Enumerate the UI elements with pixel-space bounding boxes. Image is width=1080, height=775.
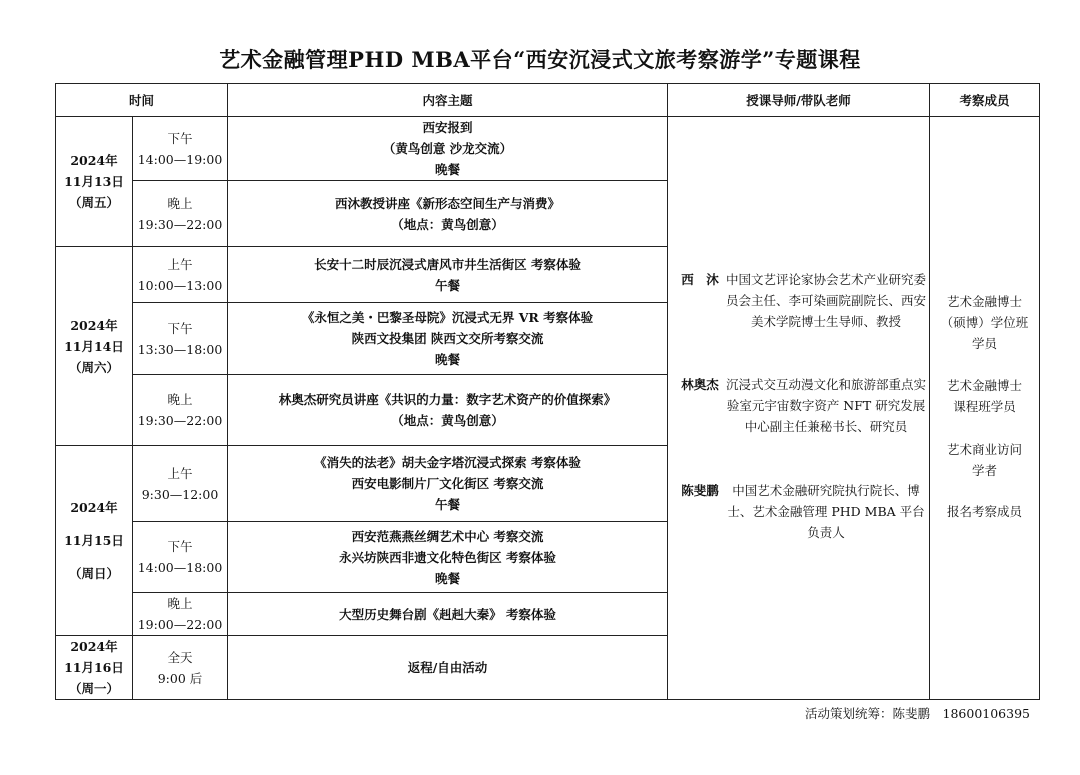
member-line: 艺术金融博士 — [947, 378, 1023, 393]
mentor-name: 西 沐 — [681, 272, 719, 287]
member-line: 艺术商业访问 — [947, 442, 1023, 457]
member-line: 艺术金融博士 — [947, 294, 1023, 309]
content-line: 林奥杰研究员讲座《共识的力量：数字艺术资产的价值探索》 — [278, 392, 617, 407]
member-line: 学员 — [972, 336, 998, 351]
mentor-entry — [676, 269, 926, 332]
content-line: （地点：黄鸟创意） — [391, 413, 504, 428]
member-line: 学者 — [972, 463, 998, 478]
content-cell — [228, 375, 668, 446]
slot-period: 上午 — [167, 465, 193, 481]
content-line: 西安范燕燕丝绸艺术中心 考察交流 — [351, 528, 544, 544]
slot-time: 10:00—13:00 — [137, 277, 223, 293]
slot-time: 14:00—18:00 — [137, 560, 223, 575]
member-group — [930, 501, 1039, 522]
slot-cell — [133, 593, 228, 636]
content-line: 长安十二时辰沉浸式唐风市井生活街区 考察体验 — [314, 256, 581, 272]
day-line: （周五） — [68, 195, 119, 210]
content-line: 晚餐 — [435, 570, 461, 586]
schedule-table — [55, 83, 1040, 700]
member-line: 课程班学员 — [953, 399, 1016, 414]
content-cell — [228, 446, 668, 522]
content-line: （黄鸟创意 沙龙交流） — [382, 141, 513, 156]
slot-cell — [133, 446, 228, 522]
content-line: 午餐 — [435, 277, 461, 293]
content-line: 晚餐 — [435, 352, 461, 367]
day-cell — [56, 636, 133, 700]
content-cell — [228, 303, 668, 375]
content-line: 午餐 — [435, 497, 461, 512]
content-cell — [228, 636, 668, 700]
slot-period: 下午 — [167, 320, 193, 336]
content-line: 返程/自由活动 — [407, 660, 488, 675]
slot-period: 全天 — [167, 649, 193, 665]
content-cell — [228, 181, 668, 247]
table-row — [56, 117, 1040, 181]
slot-cell — [133, 375, 228, 446]
mentor-desc: 沉浸式交互动漫文化和旅游部重点实验室元宇宙数字资产 NFT 研究发展中心副主任兼秘书长、研究员 — [726, 377, 927, 434]
content-line: 西安报到 — [422, 120, 473, 135]
content-cell — [228, 593, 668, 636]
content-line: 陕西文投集团 陕西文交所考察交流 — [351, 331, 544, 346]
member-line: （硕博）学位班 — [940, 315, 1029, 330]
slot-time: 9:00 后 — [157, 670, 203, 686]
slot-cell — [133, 636, 228, 700]
day-line: 11月13日 — [64, 174, 124, 189]
day-line: 11月14日 — [64, 338, 124, 354]
day-line: 11月15日 — [64, 533, 124, 548]
day-line: 2024年 — [70, 639, 118, 654]
slot-time: 19:30—22:00 — [137, 216, 223, 232]
content-cell — [228, 247, 668, 303]
slot-period: 下午 — [167, 130, 193, 146]
members-cell — [930, 117, 1040, 700]
member-group — [930, 291, 1039, 354]
mentors-cell — [668, 117, 930, 700]
header-time: 时间 — [56, 84, 228, 117]
slot-cell — [133, 181, 228, 247]
content-line: 晚餐 — [435, 162, 461, 177]
mentor-entry — [676, 480, 926, 543]
content-line: （地点：黄鸟创意） — [391, 216, 504, 232]
slot-period: 下午 — [167, 539, 193, 554]
day-cell — [56, 117, 133, 247]
content-line: 《永恒之美・巴黎圣母院》沉浸式无界 VR 考察体验 — [301, 310, 594, 325]
slot-time: 14:00—19:00 — [137, 151, 223, 167]
day-line: 2024年 — [70, 317, 118, 333]
footer-contact: 活动策划统筹：陈斐鹏 18600106395 — [805, 706, 1030, 721]
mentor-name: 林奥杰 — [681, 377, 719, 392]
content-line: 大型历史舞台剧《赳赳大秦》 考察体验 — [339, 606, 556, 622]
member-group — [930, 375, 1039, 417]
content-line: 永兴坊陕西非遗文化特色街区 考察体验 — [339, 549, 556, 565]
slot-cell — [133, 522, 228, 593]
header-content: 内容主题 — [228, 84, 668, 117]
content-line: 西安电影制片厂文化街区 考察交流 — [351, 476, 544, 491]
header-mentors: 授课导师/带队老师 — [668, 84, 930, 117]
mentor-name: 陈斐鹏 — [681, 483, 719, 498]
day-cell — [56, 446, 133, 636]
mentor-entry — [676, 374, 926, 437]
content-cell — [228, 522, 668, 593]
slot-time: 9:30—12:00 — [141, 486, 219, 502]
slot-period: 上午 — [167, 256, 193, 272]
day-line: （周日） — [68, 566, 119, 581]
member-group — [930, 439, 1039, 481]
slot-cell — [133, 303, 228, 375]
content-line: 西沐教授讲座《新形态空间生产与消费》 — [335, 195, 561, 211]
content-cell — [228, 117, 668, 181]
page-title: 艺术金融管理PHD MBA平台“西安沉浸式文旅考察游学”专题课程 — [219, 47, 861, 72]
slot-period: 晚上 — [167, 392, 193, 407]
mentor-desc: 中国文艺评论家协会艺术产业研究委员会主任、李可染画院副院长、西安美术学院博士生导师、教授 — [726, 272, 927, 329]
member-line: 报名考察成员 — [947, 504, 1023, 519]
slot-time: 13:30—18:00 — [137, 341, 223, 357]
day-line: 11月16日 — [64, 660, 124, 675]
header-members: 考察成员 — [930, 84, 1040, 117]
day-line: 2024年 — [70, 153, 118, 168]
slot-time: 19:30—22:00 — [137, 413, 223, 428]
slot-cell — [133, 247, 228, 303]
slot-period: 晚上 — [167, 596, 193, 611]
slot-time: 19:00—22:00 — [137, 617, 223, 632]
content-line: 《消失的法老》胡夫金字塔沉浸式探索 考察体验 — [314, 455, 581, 470]
header-row — [56, 84, 1040, 117]
slot-cell — [133, 117, 228, 181]
day-line: 2024年 — [70, 500, 118, 515]
mentor-desc: 中国艺术金融研究院执行院长、博士、艺术金融管理 PHD MBA 平台负责人 — [727, 483, 925, 540]
slot-period: 晚上 — [167, 195, 193, 211]
day-line: （周六） — [68, 359, 119, 375]
day-line: （周一） — [68, 681, 119, 696]
day-cell — [56, 247, 133, 446]
